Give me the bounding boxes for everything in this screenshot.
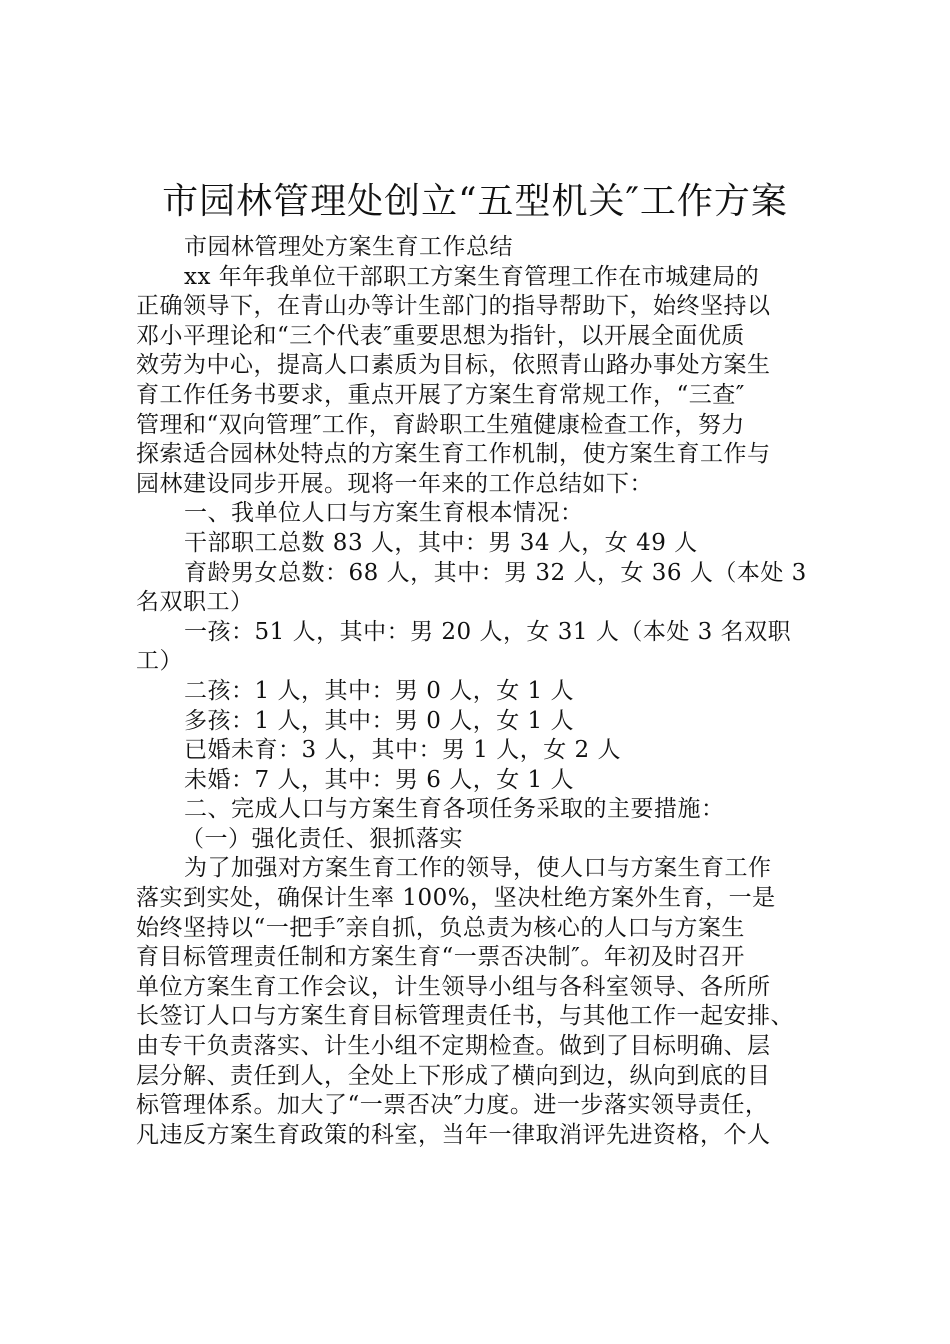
paragraph-line: 育目标管理责任制和方案生育“一票否决制″。年初及时召开 xyxy=(136,944,745,971)
stat-line: 二孩：1 人，其中：男 0 人，女 1 人 xyxy=(184,677,574,704)
subsection-heading: （一）强化责任、狠抓落实 xyxy=(181,825,463,852)
paragraph-line: 长签订人口与方案生育目标管理责任书，与其他工作一起安排、 xyxy=(136,1003,794,1030)
paragraph-line: 管理和“双向管理″工作，育龄职工生殖健康检查工作，努力 xyxy=(136,411,745,438)
paragraph-line: 探索适合园林处特点的方案生育工作机制，使方案生育工作与 xyxy=(136,441,771,468)
paragraph-line: 始终坚持以“一把手″亲自抓，负总责为核心的人口与方案生 xyxy=(136,914,745,941)
paragraph-line: 层分解、责任到人，全处上下形成了横向到边，纵向到底的目 xyxy=(136,1062,771,1089)
stat-line: 多孩：1 人，其中：男 0 人，女 1 人 xyxy=(184,707,574,734)
document-body xyxy=(136,233,836,1150)
section-heading: 一、我单位人口与方案生育根本情况： xyxy=(184,500,584,527)
stat-line: 干部职工总数 83 人，其中：男 34 人，女 49 人 xyxy=(184,529,698,556)
document-title: 市园林管理处创立“五型机关″工作方案 xyxy=(162,181,788,222)
paragraph-line: 园林建设同步开展。现将一年来的工作总结如下： xyxy=(136,470,653,497)
paragraph-line: xx 年年我单位干部职工方案生育管理工作在市城建局的 xyxy=(184,263,760,290)
section-heading: 二、完成人口与方案生育各项任务采取的主要措施： xyxy=(184,796,725,823)
stat-line: 一孩：51 人，其中：男 20 人，女 31 人（本处 3 名双职 xyxy=(184,618,792,645)
stat-line: 未婚：7 人，其中：男 6 人，女 1 人 xyxy=(184,766,574,793)
paragraph-line: 单位方案生育工作会议，计生领导小组与各科室领导、各所所 xyxy=(136,973,771,1000)
paragraph-line: 标管理体系。加大了“一票否决″力度。进一步落实领导责任， xyxy=(136,1092,769,1119)
paragraph-line: 为了加强对方案生育工作的领导，使人口与方案生育工作 xyxy=(184,855,772,882)
stat-line: 工） xyxy=(136,648,183,675)
paragraph-line: 正确领导下，在青山办等计生部门的指导帮助下，始终坚持以 xyxy=(136,293,771,320)
paragraph-line: 落实到实处，确保计生率 100%，坚决杜绝方案外生育，一是 xyxy=(136,885,776,912)
paragraph-line: 邓小平理论和“三个代表″重要思想为指针，以开展全面优质 xyxy=(136,322,745,349)
paragraph-line: 凡违反方案生育政策的科室，当年一律取消评先进资格，个人 xyxy=(136,1121,771,1148)
paragraph-line: 效劳为中心，提高人口素质为目标，依照青山路办事处方案生 xyxy=(136,352,771,379)
subtitle-line: 市园林管理处方案生育工作总结 xyxy=(184,234,513,260)
paragraph-line: 育工作任务书要求，重点开展了方案生育常规工作，“三查″ xyxy=(136,381,745,408)
stat-line: 名双职工） xyxy=(136,589,254,616)
stat-line: 已婚未育：3 人，其中：男 1 人，女 2 人 xyxy=(184,737,621,764)
paragraph-line: 由专干负责落实、计生小组不定期检查。做到了目标明确、层 xyxy=(136,1033,771,1060)
stat-line: 育龄男女总数：68 人，其中：男 32 人，女 36 人（本处 3 xyxy=(184,559,807,586)
